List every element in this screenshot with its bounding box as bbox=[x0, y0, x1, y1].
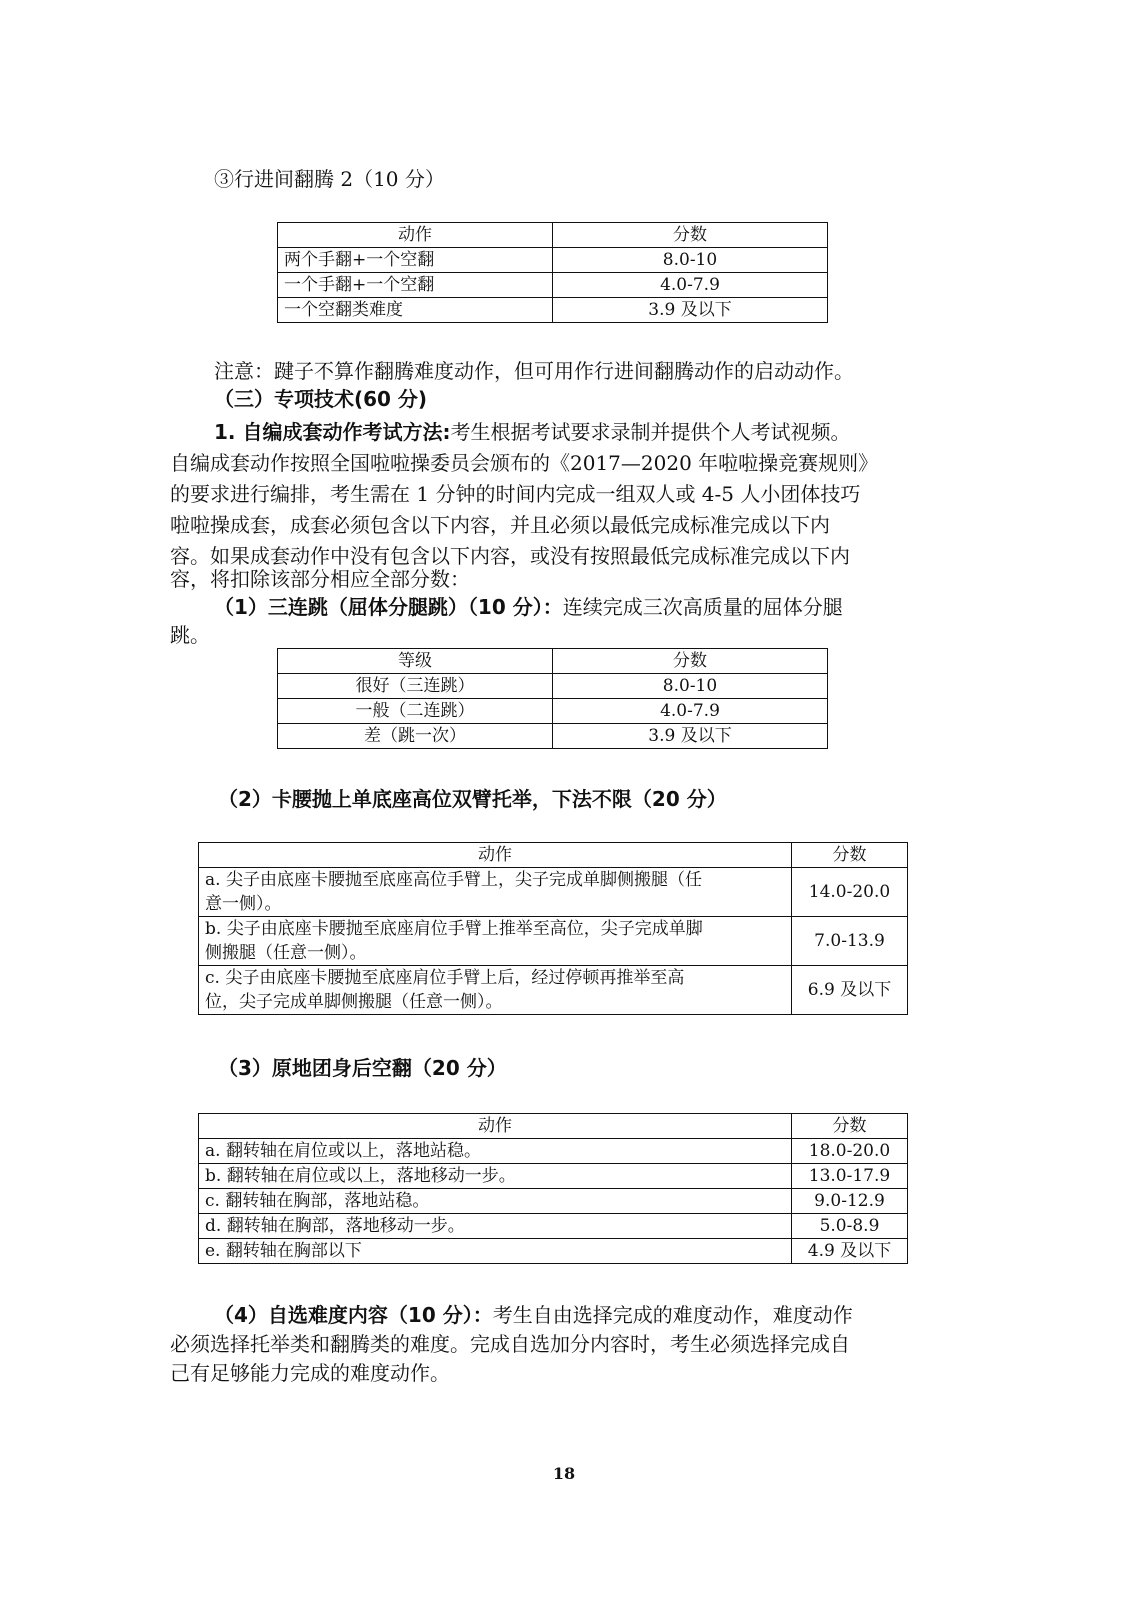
method-line-5: 容。如果成套动作中没有包含以下内容，或没有按照最低完成标准完成以下内 bbox=[170, 544, 850, 568]
table-row bbox=[199, 1189, 908, 1214]
method-label: 1. 自编成套动作考试方法: bbox=[214, 420, 451, 444]
table-cell bbox=[199, 966, 792, 1015]
table-row bbox=[199, 1239, 908, 1264]
section-heading: ③行进间翻腾 2（10 分） bbox=[214, 167, 445, 191]
method-line-6: 容，将扣除该部分相应全部分数： bbox=[170, 567, 470, 591]
table-header-row bbox=[278, 649, 828, 674]
table-cell: d. 翻转轴在胸部，落地移动一步。 bbox=[199, 1214, 792, 1239]
table-row bbox=[278, 298, 828, 323]
header-cell: 动作 bbox=[278, 223, 553, 248]
table-row bbox=[278, 273, 828, 298]
table-back-tuck bbox=[198, 1113, 908, 1264]
table-cell: 14.0-20.0 bbox=[792, 868, 908, 917]
table-cell: c. 翻转轴在胸部，落地站稳。 bbox=[199, 1189, 792, 1214]
header-cell: 分数 bbox=[553, 649, 828, 674]
table-row bbox=[199, 966, 908, 1015]
part-title: （三）专项技术(60 分) bbox=[214, 387, 428, 411]
item4-line-3: 己有足够能力完成的难度动作。 bbox=[170, 1361, 450, 1385]
table-cell: 3.9 及以下 bbox=[553, 724, 828, 749]
note-text: 注意：踺子不算作翻腾难度动作，但可用作行进间翻腾动作的启动动作。 bbox=[214, 359, 854, 383]
header-cell: 分数 bbox=[553, 223, 828, 248]
table-cell bbox=[199, 917, 792, 966]
method-line-3: 的要求进行编排，考生需在 1 分钟的时间内完成一组双人或 4-5 人小团体技巧 bbox=[170, 482, 861, 506]
cell-line: 意一侧）。 bbox=[205, 894, 282, 914]
table-cell: 8.0-10 bbox=[553, 248, 828, 273]
table-cell: 13.0-17.9 bbox=[792, 1164, 908, 1189]
item4-line-2: 必须选择托举类和翻腾类的难度。完成自选加分内容时，考生必须选择完成自 bbox=[170, 1332, 850, 1356]
table-row bbox=[199, 868, 908, 917]
table-cell: 6.9 及以下 bbox=[792, 966, 908, 1015]
table-cell: 18.0-20.0 bbox=[792, 1139, 908, 1164]
table-cell: 5.0-8.9 bbox=[792, 1214, 908, 1239]
cell-line: b. 尖子由底座卡腰抛至底座肩位手臂上推举至高位，尖子完成单脚 bbox=[205, 919, 703, 939]
item1-line-2: 跳。 bbox=[170, 623, 210, 647]
header-cell: 动作 bbox=[199, 843, 792, 868]
table-jumps bbox=[277, 648, 828, 749]
item3-title: （3）原地团身后空翻（20 分） bbox=[218, 1056, 507, 1080]
table-cell: 一个空翻类难度 bbox=[278, 298, 553, 323]
table-cell: 很好（三连跳） bbox=[278, 674, 553, 699]
cell-line: c. 尖子由底座卡腰抛至底座肩位手臂上后，经过停顿再推举至高 bbox=[205, 968, 685, 988]
table-cell: 差（跳一次） bbox=[278, 724, 553, 749]
table-tumbling bbox=[277, 222, 828, 323]
header-cell: 分数 bbox=[792, 843, 908, 868]
table-row bbox=[278, 724, 828, 749]
table-cell: 8.0-10 bbox=[553, 674, 828, 699]
table-cell: 3.9 及以下 bbox=[553, 298, 828, 323]
method-text: 考生根据考试要求录制并提供个人考试视频。 bbox=[450, 420, 851, 444]
table-row bbox=[199, 917, 908, 966]
table-cell: b. 翻转轴在肩位或以上，落地移动一步。 bbox=[199, 1164, 792, 1189]
item1-text: 连续完成三次高质量的屈体分腿 bbox=[562, 595, 843, 619]
method-line-1 bbox=[214, 419, 850, 445]
table-header-row bbox=[278, 223, 828, 248]
table-stunts bbox=[198, 842, 908, 1015]
cell-line: a. 尖子由底座卡腰抛至底座高位手臂上，尖子完成单脚侧搬腿（任 bbox=[205, 870, 702, 890]
table-cell: 4.0-7.9 bbox=[553, 273, 828, 298]
table-row bbox=[199, 1214, 908, 1239]
method-line-2: 自编成套动作按照全国啦啦操委员会颁布的《2017—2020 年啦啦操竞赛规则》 bbox=[170, 451, 879, 475]
table-cell: 一般（二连跳） bbox=[278, 699, 553, 724]
table-cell bbox=[199, 868, 792, 917]
table-cell: 4.9 及以下 bbox=[792, 1239, 908, 1264]
table-cell: a. 翻转轴在肩位或以上，落地站稳。 bbox=[199, 1139, 792, 1164]
item4-text: 考生自由选择完成的难度动作，难度动作 bbox=[492, 1303, 853, 1327]
item1-line-1 bbox=[214, 594, 843, 620]
table-row bbox=[278, 248, 828, 273]
table-row bbox=[278, 674, 828, 699]
item2-title: （2）卡腰抛上单底座高位双臂托举，下法不限（20 分） bbox=[218, 787, 727, 811]
table-cell: 4.0-7.9 bbox=[553, 699, 828, 724]
page-number: 18 bbox=[552, 1464, 576, 1483]
table-cell: 7.0-13.9 bbox=[792, 917, 908, 966]
table-cell: 两个手翻+一个空翻 bbox=[278, 248, 553, 273]
table-cell: 9.0-12.9 bbox=[792, 1189, 908, 1214]
item4-line-1 bbox=[214, 1302, 853, 1328]
method-line-4: 啦啦操成套，成套必须包含以下内容，并且必须以最低完成标准完成以下内 bbox=[170, 513, 830, 537]
item4-label: （4）自选难度内容（10 分）： bbox=[214, 1303, 493, 1327]
table-cell: e. 翻转轴在胸部以下 bbox=[199, 1239, 792, 1264]
cell-line: 侧搬腿（任意一侧）。 bbox=[205, 943, 367, 963]
table-header-row bbox=[199, 1114, 908, 1139]
header-cell: 分数 bbox=[792, 1114, 908, 1139]
cell-line: 位，尖子完成单脚侧搬腿（任意一侧）。 bbox=[205, 992, 503, 1012]
table-header-row bbox=[199, 843, 908, 868]
table-row bbox=[199, 1139, 908, 1164]
item1-label: （1）三连跳（屈体分腿跳）（10 分）： bbox=[214, 595, 563, 619]
header-cell: 等级 bbox=[278, 649, 553, 674]
table-cell: 一个手翻+一个空翻 bbox=[278, 273, 553, 298]
table-row bbox=[199, 1164, 908, 1189]
header-cell: 动作 bbox=[199, 1114, 792, 1139]
table-row bbox=[278, 699, 828, 724]
